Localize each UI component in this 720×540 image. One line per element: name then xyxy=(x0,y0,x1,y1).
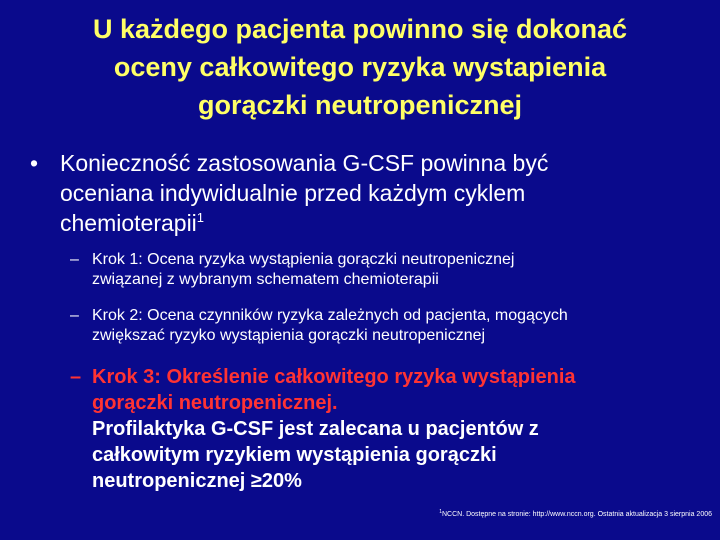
title-line-2: oceny całkowitego ryzyka wystapienia xyxy=(113,52,607,82)
main-bullet-text xyxy=(60,148,700,238)
sub-bullet-line: zwiększać ryzyko wystąpienia gorączki neutropenicznej xyxy=(92,327,486,344)
sub-bullet-text xyxy=(92,250,700,290)
main-bullet-line-1: Konieczność zastosowania G-CSF powinna być xyxy=(60,150,549,176)
dash-marker: – xyxy=(70,251,79,268)
sub-bullet-line: Krok 1: Ocena ryzyka wystąpienia gorączki neutropenicznej xyxy=(92,251,515,268)
recommendation-line: neutropenicznej ≥20% xyxy=(92,470,302,492)
main-bullet-line-3-text: chemioterapii xyxy=(60,210,197,236)
footnote-text: NCCN. Dostępne na stronie: http://www.nccn.org. Ostatnia aktualizacja 3 sierpnia 2006 xyxy=(441,511,712,518)
recommendation-line: Profilaktyka G-CSF jest zalecana u pacjentów z xyxy=(92,418,539,440)
main-bullet-line-3 xyxy=(60,208,700,238)
footnote-marker: 1 xyxy=(439,509,442,515)
footnote xyxy=(439,511,712,518)
main-bullet-line-2: oceniana indywidualnie przed każdym cyklem xyxy=(60,180,526,206)
dash-marker: – xyxy=(70,366,82,388)
slide-title xyxy=(20,10,700,124)
sub-bullet-line: Krok 2: Ocena czynników ryzyka zależnych od pacjenta, mogących xyxy=(92,307,568,324)
recommendation-line: całkowitym ryzykiem wystąpienia gorączki xyxy=(92,444,497,466)
footnote-ref: 1 xyxy=(196,210,205,225)
sub-bullet-text xyxy=(92,306,700,346)
dash-marker: – xyxy=(70,307,79,324)
sub-bullet-text xyxy=(92,364,700,494)
highlight-line: Krok 3: Określenie całkowitego ryzyka wystąpienia xyxy=(92,366,576,388)
title-line-3: gorączki neutropenicznej xyxy=(197,90,523,120)
sub-bullet-line: związanej z wybranym schematem chemioterapii xyxy=(92,271,439,288)
title-line-1: U każdego pacjenta powinno się dokonać xyxy=(92,14,628,44)
bullet-marker: • xyxy=(30,150,39,176)
highlight-line: gorączki neutropenicznej. xyxy=(92,392,338,414)
